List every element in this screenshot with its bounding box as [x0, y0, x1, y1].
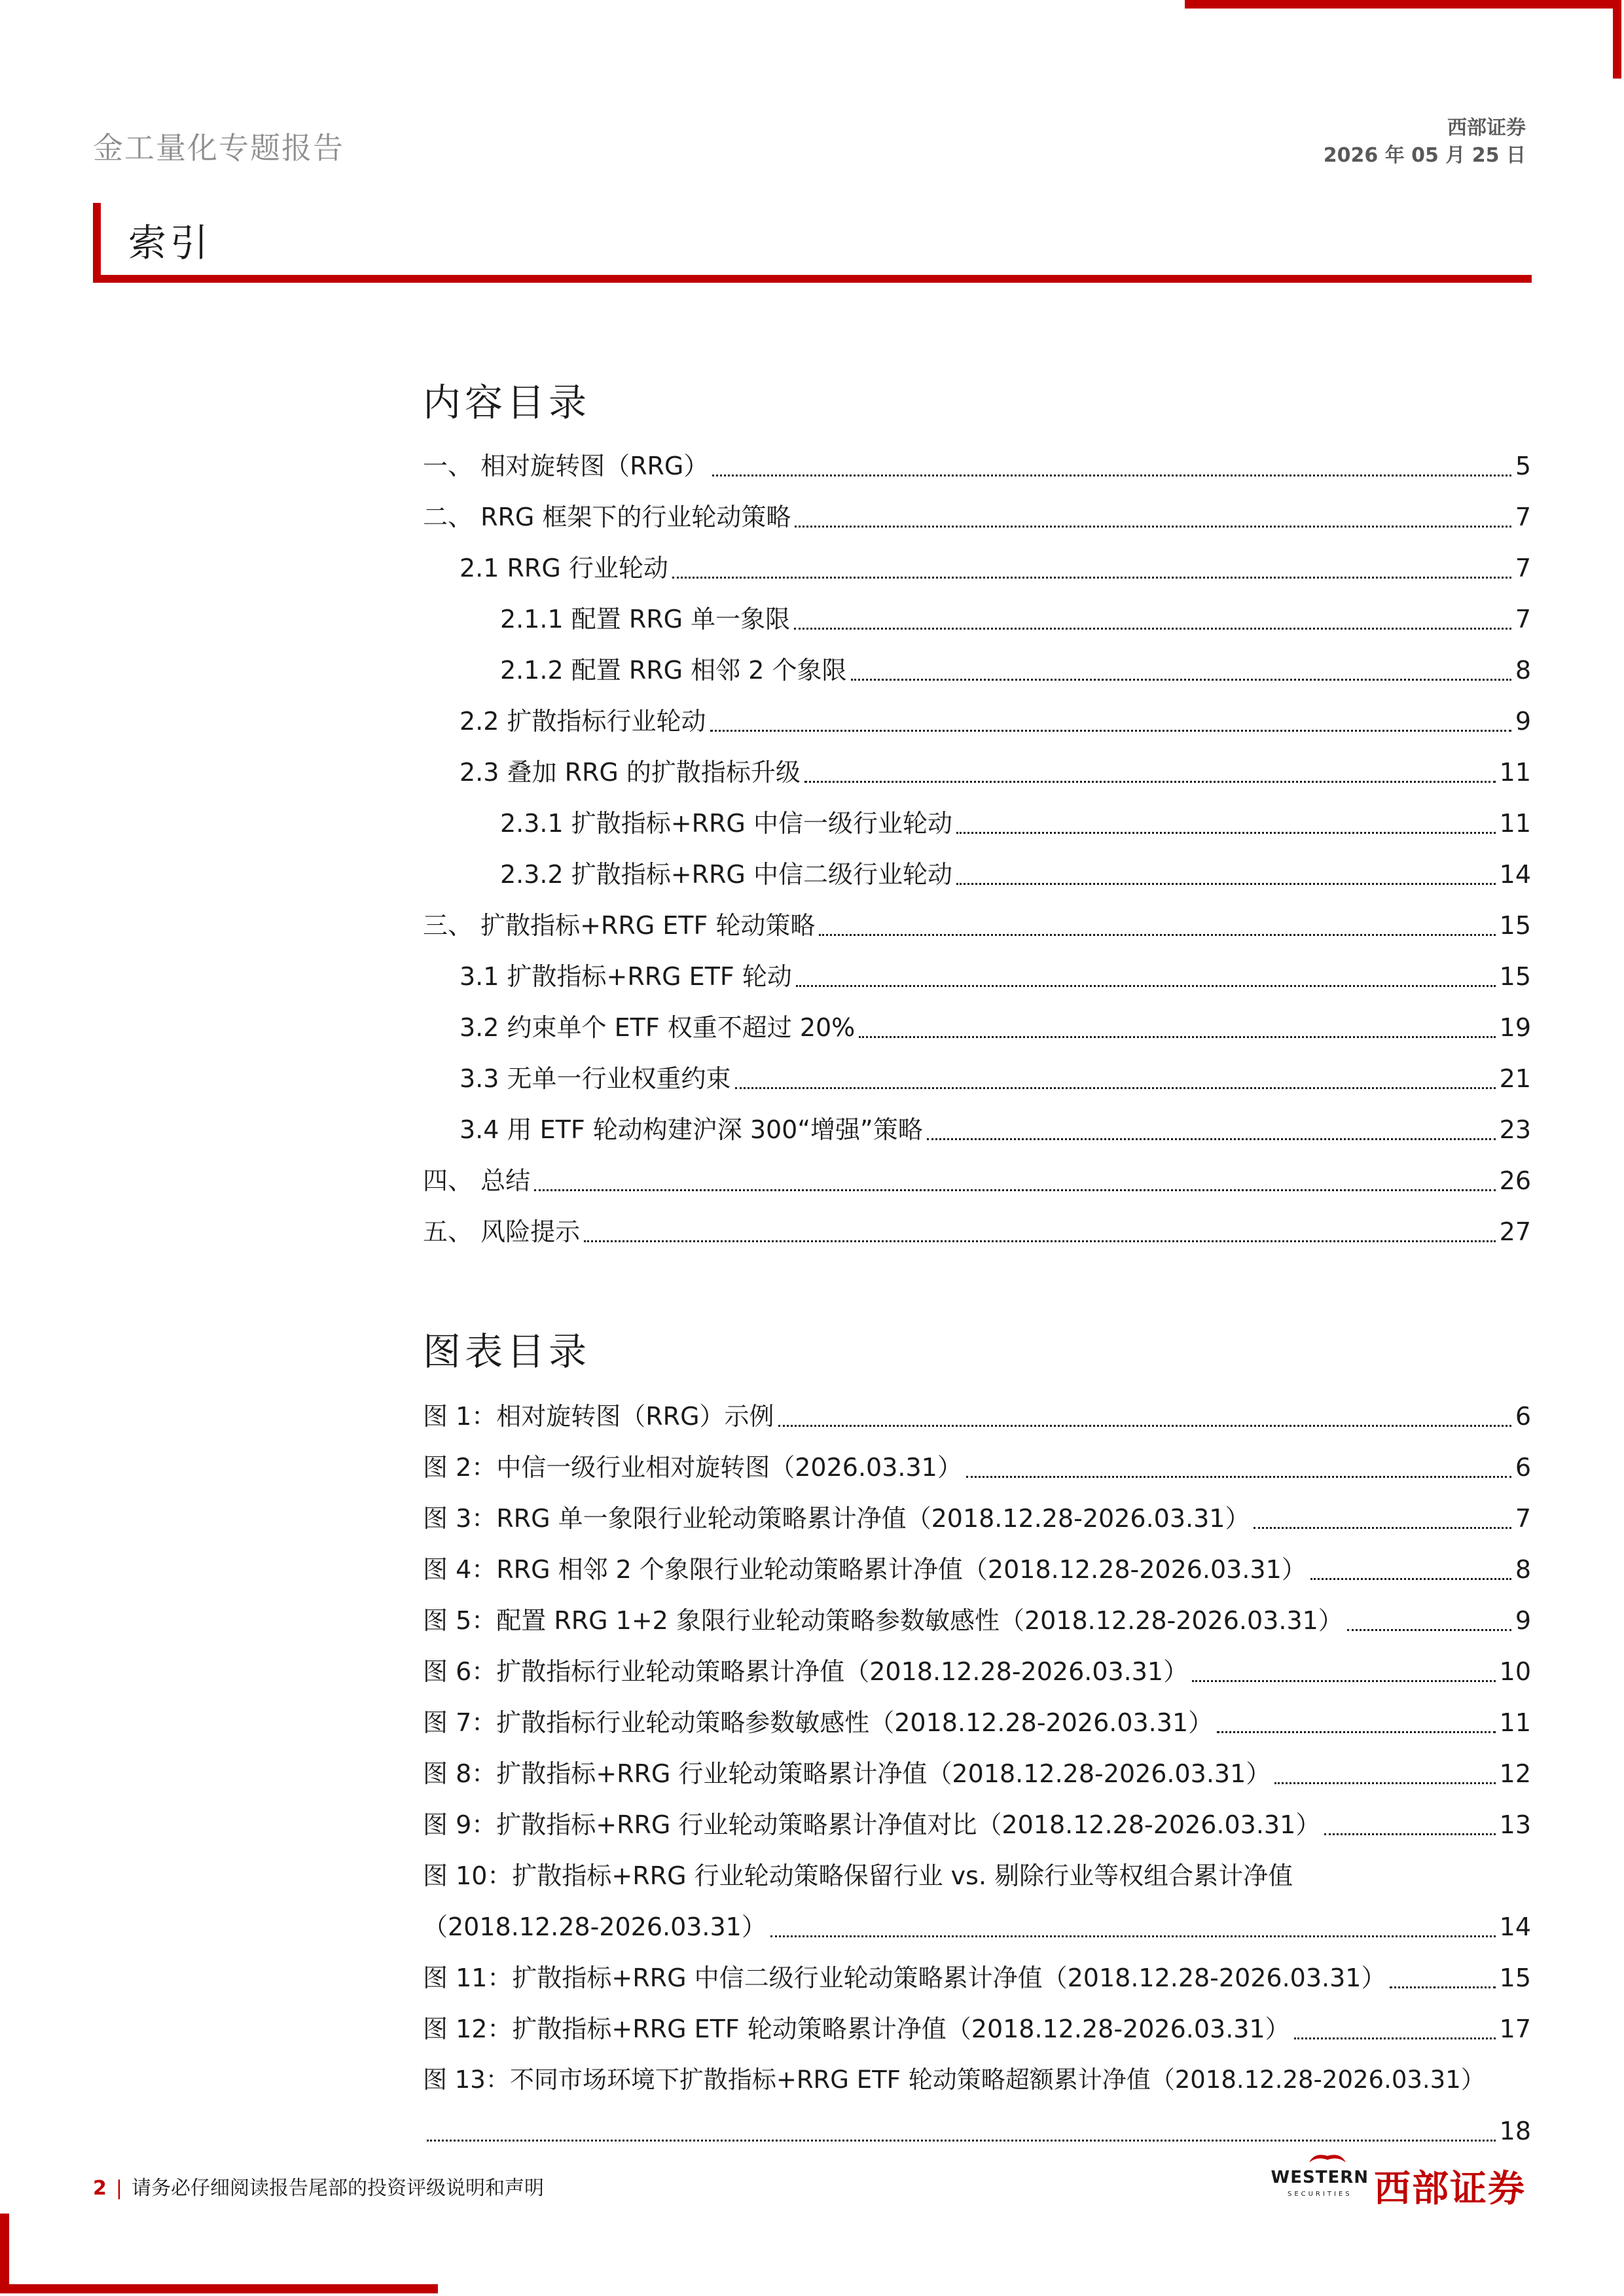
toc-entry[interactable]: 二、 RRG 框架下的行业轮动策略 7: [423, 503, 1531, 531]
toc-title: 内容目录: [423, 380, 591, 425]
toc-entry[interactable]: 五、 风险提示 27: [423, 1217, 1531, 1246]
top-accent-bar: [1185, 0, 1621, 9]
figure-entry[interactable]: 图 6：扩散指标行业轮动策略累计净值（2018.12.28-2026.03.31） 10: [423, 1657, 1531, 1686]
left-accent-bar: [0, 2214, 9, 2293]
figure-entry[interactable]: 图 11：扩散指标+RRG 中信二级行业轮动策略累计净值（2018.12.28-2026.03.31） 15: [423, 1964, 1531, 1992]
firm-name: 西部证券: [1447, 117, 1526, 139]
figure-entry[interactable]: 图 4：RRG 相邻 2 个象限行业轮动策略累计净值（2018.12.28-2026.03.31） 8: [423, 1555, 1531, 1584]
toc-entry[interactable]: 3.2 约束单个 ETF 权重不超过 20% 19: [460, 1013, 1531, 1042]
index-title: 索引: [128, 221, 213, 265]
index-marker: [93, 203, 101, 281]
report-type: 金工量化专题报告: [93, 130, 344, 166]
figure-entry[interactable]: 图 12：扩散指标+RRG ETF 轮动策略累计净值（2018.12.28-2026.03.31） 17: [423, 2015, 1531, 2043]
figure-entry[interactable]: 图 2：中信一级行业相对旋转图（2026.03.31） 6: [423, 1453, 1531, 1482]
toc-entry[interactable]: 2.1.2 配置 RRG 相邻 2 个象限 8: [500, 656, 1531, 685]
logo-english: WESTERN SECURITIES: [1271, 2168, 1369, 2198]
figure-entry-line1[interactable]: 图 13：不同市场环境下扩散指标+RRG ETF 轮动策略超额累计净值（2018.12.28-2026.03.31）: [423, 2066, 1485, 2094]
footer-separator: |: [115, 2177, 122, 2200]
report-date: 2026 年 05 月 25 日: [1323, 144, 1526, 167]
figure-entry[interactable]: 图 8：扩散指标+RRG 行业轮动策略累计净值（2018.12.28-2026.03.31） 12: [423, 1759, 1531, 1788]
bull-horn-icon: [1308, 2151, 1347, 2164]
toc-entry[interactable]: 3.1 扩散指标+RRG ETF 轮动 15: [460, 962, 1531, 991]
toc-entry[interactable]: 一、 相对旋转图（RRG） 5: [423, 452, 1531, 480]
page-number: 2: [93, 2177, 107, 2200]
toc-entry[interactable]: 2.1 RRG 行业轮动 7: [460, 554, 1531, 583]
footer: [93, 2172, 544, 2200]
figure-entry[interactable]: 图 5：配置 RRG 1+2 象限行业轮动策略参数敏感性（2018.12.28-2026.03.31） 9: [423, 1606, 1531, 1635]
toc-entry[interactable]: 2.3 叠加 RRG 的扩散指标升级 11: [460, 758, 1531, 787]
bottom-accent-bar: [0, 2284, 438, 2293]
figure-entry[interactable]: 图 1：相对旋转图（RRG）示例 6: [423, 1402, 1531, 1431]
toc-entry[interactable]: 三、 扩散指标+RRG ETF 轮动策略 15: [423, 911, 1531, 940]
figure-entry[interactable]: （2018.12.28-2026.03.31） 14: [423, 1912, 1531, 1941]
figure-entry[interactable]: 图 3：RRG 单一象限行业轮动策略累计净值（2018.12.28-2026.03.31） 7: [423, 1504, 1531, 1533]
firm-logo: [1271, 2160, 1526, 2212]
figure-entry[interactable]: 18: [423, 2111, 1531, 2151]
figure-entry[interactable]: 图 7：扩散指标行业轮动策略参数敏感性（2018.12.28-2026.03.31） 11: [423, 1708, 1531, 1737]
logo-chinese: 西部证券: [1374, 2168, 1526, 2210]
toc-entry[interactable]: 2.3.2 扩散指标+RRG 中信二级行业轮动 14: [500, 860, 1531, 889]
toc-entry[interactable]: 2.1.1 配置 RRG 单一象限 7: [500, 605, 1531, 634]
index-divider: [93, 275, 1532, 283]
disclaimer: 请务必仔细阅读报告尾部的投资评级说明和声明: [131, 2177, 544, 2200]
right-accent-bar: [1613, 0, 1621, 79]
toc-entry[interactable]: 四、 总结 26: [423, 1166, 1531, 1195]
figure-entry-line1[interactable]: 图 10：扩散指标+RRG 行业轮动策略保留行业 vs. 剔除行业等权组合累计净值: [423, 1861, 1293, 1890]
toc-entry[interactable]: 2.3.1 扩散指标+RRG 中信一级行业轮动 11: [500, 809, 1531, 838]
figures-title: 图表目录: [423, 1329, 591, 1374]
toc-entry[interactable]: 3.3 无单一行业权重约束 21: [460, 1064, 1531, 1093]
figure-entry[interactable]: 图 9：扩散指标+RRG 行业轮动策略累计净值对比（2018.12.28-2026.03.31） 13: [423, 1810, 1531, 1839]
toc-entry[interactable]: 2.2 扩散指标行业轮动 9: [460, 707, 1531, 736]
toc-entry[interactable]: 3.4 用 ETF 轮动构建沪深 300“增强”策略 23: [460, 1115, 1531, 1144]
